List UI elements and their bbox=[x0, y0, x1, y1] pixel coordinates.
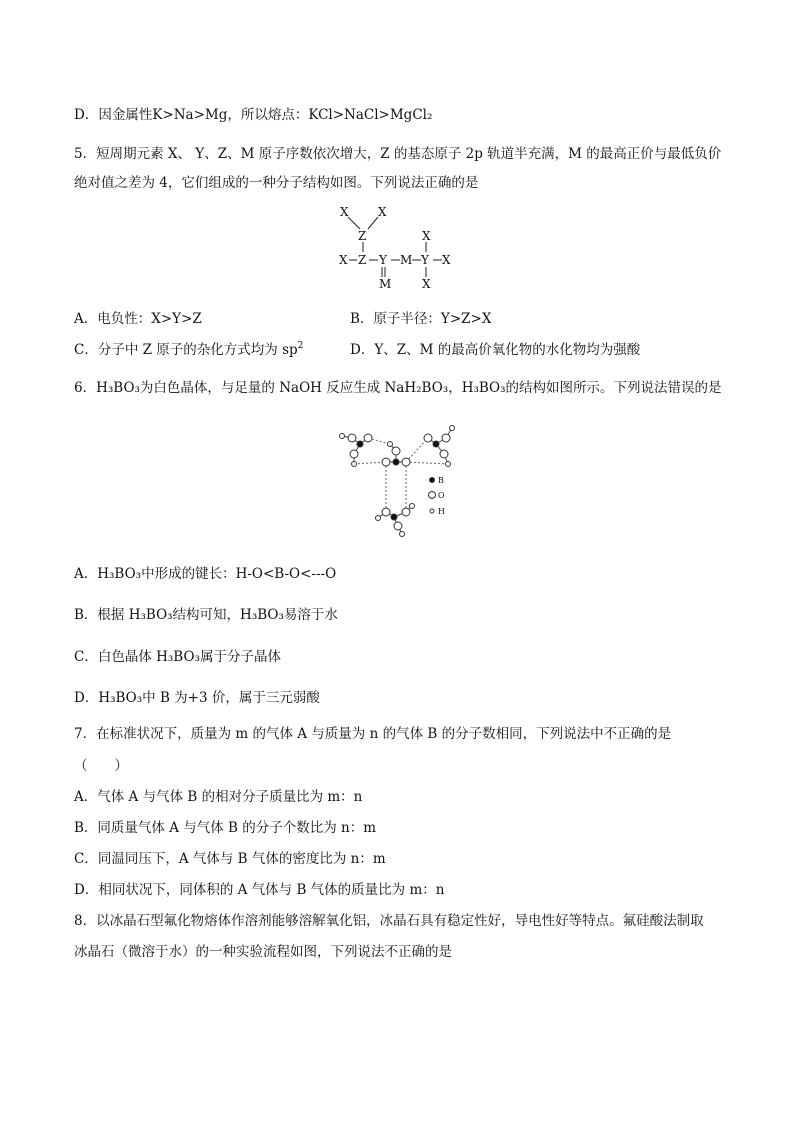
q6-legend-o: O bbox=[438, 491, 445, 500]
q5-option-c-text: C．分子中 Z 原子的杂化方式均为 sp bbox=[74, 342, 298, 358]
q6-option-c: C．白色晶体 H₃BO₃属于分子晶体 bbox=[74, 649, 281, 665]
q7-option-d: D．相同状况下，同体积的 A 气体与 B 气体的质量比为 m：n bbox=[74, 882, 445, 898]
q5-option-c bbox=[74, 341, 303, 359]
q7-option-a: A．气体 A 与气体 B 的相对分子质量比为 m：n bbox=[74, 789, 363, 805]
q5-atom-x-right: X bbox=[442, 253, 451, 267]
q5-option-c-sup: 2 bbox=[297, 341, 304, 351]
q5-atom-x-top-left: X bbox=[340, 205, 349, 219]
q5-stem-line1: 5．短周期元素 X、 Y、Z、M 原子序数依次增大，Z 的基态原子 2p 轨道半充满，M 的最高正价与最低负价 bbox=[74, 146, 722, 162]
q6-option-d: D．H₃BO₃中 B 为+3 价，属于三元弱酸 bbox=[74, 690, 320, 706]
q7-answer-paren: （ ） bbox=[74, 758, 128, 774]
q6-legend-h: H bbox=[438, 507, 445, 516]
q5-option-d: D．Y、Z、M 的最高价氧化物的水化物均为强酸 bbox=[350, 342, 641, 358]
q5-atom-x-left: X bbox=[339, 253, 348, 267]
q6-boric-acid-structure bbox=[320, 422, 480, 542]
q8-stem-line1: 8．以冰晶石型氟化物熔体作溶剂能够溶解氧化铝，冰晶石具有稳定性好，导电性好等特点。氟硅酸法制取 bbox=[74, 913, 704, 929]
q5-atom-m-center: M bbox=[400, 253, 413, 267]
q5-option-a: A．电负性：X>Y>Z bbox=[74, 311, 202, 327]
q7-stem: 7．在标准状况下，质量为 m 的气体 A 与质量为 n 的气体 B 的分子数相同，下列说法中不正确的是 bbox=[74, 726, 672, 742]
q6-legend-b: B bbox=[438, 476, 444, 485]
q5-atom-y-left: Y bbox=[379, 253, 387, 267]
q5-atom-m-bottom: M bbox=[379, 277, 392, 291]
q5-atom-z-center: Z bbox=[358, 253, 367, 267]
q6-stem: 6．H₃BO₃为白色晶体，与足量的 NaOH 反应生成 NaH₂BO₃，H₃BO₃的结构如图所示。下列说法错误的是 bbox=[74, 380, 722, 396]
q7-option-c: C．同温同压下，A 气体与 B 气体的密度比为 n：m bbox=[74, 851, 386, 867]
q5-option-b: B．原子半径：Y>Z>X bbox=[350, 311, 492, 327]
q8-stem-line2: 冰晶石（微溶于水）的一种实验流程如图，下列说法不正确的是 bbox=[74, 944, 452, 960]
q6-option-b: B．根据 H₃BO₃结构可知，H₃BO₃易溶于水 bbox=[74, 607, 338, 623]
q5-atom-x-top-right: X bbox=[378, 205, 387, 219]
q5-molecule-structure bbox=[330, 200, 470, 295]
q4-option-d: D．因金属性K>Na>Mg，所以熔点：KCl>NaCl>MgCl₂ bbox=[74, 107, 433, 123]
q5-stem-line2: 绝对值之差为 4，它们组成的一种分子结构如图。下列说法正确的是 bbox=[74, 175, 479, 191]
q5-atom-x-right-bottom: X bbox=[422, 277, 431, 291]
q5-atom-y-right: Y bbox=[421, 253, 429, 267]
q7-option-b: B．同质量气体 A 与气体 B 的分子个数比为 n：m bbox=[74, 820, 377, 836]
q6-option-a: A．H₃BO₃中形成的键长：H-O<B-O<---O bbox=[74, 566, 337, 582]
q5-atom-z-upper: Z bbox=[358, 229, 367, 243]
q5-atom-x-right-top: X bbox=[422, 229, 431, 243]
